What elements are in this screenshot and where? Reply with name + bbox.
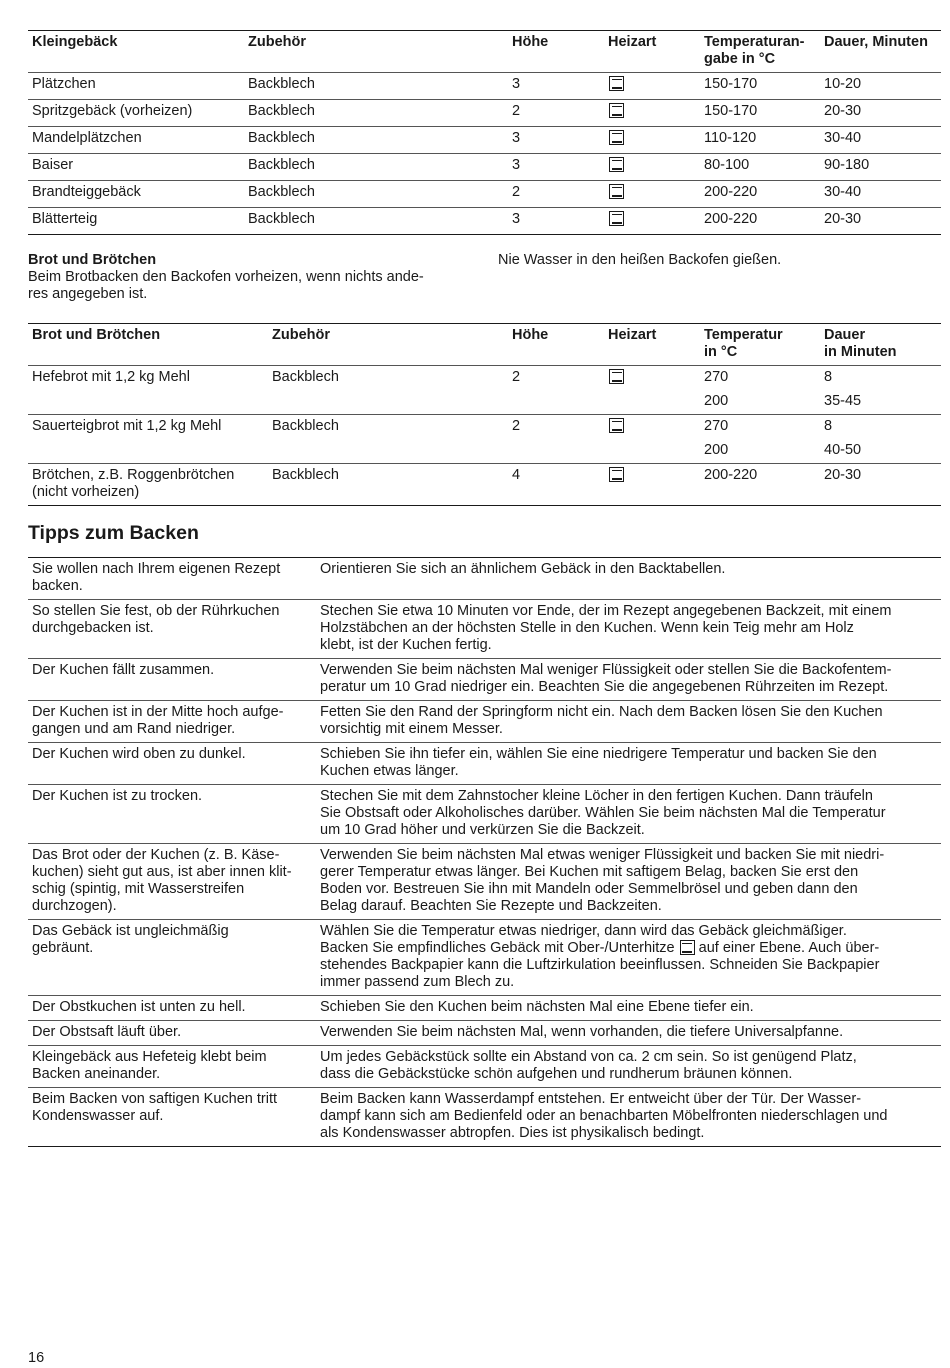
table-cell-heat bbox=[604, 464, 700, 506]
table-cell-level: 2 bbox=[512, 184, 521, 200]
table-cell-accessory: Backblech bbox=[272, 418, 339, 434]
cell-value: 270 bbox=[704, 418, 729, 434]
table-cell-accessory: Backblech bbox=[272, 369, 339, 385]
table-cell-heat bbox=[604, 208, 700, 235]
tip-row bbox=[28, 600, 941, 659]
table-cell-name: Baiser bbox=[32, 157, 74, 173]
cell-value-secondary: 200 bbox=[704, 393, 729, 409]
cell-value: 200-220 bbox=[704, 467, 758, 483]
tip-problem: So stellen Sie fest, ob der Rührkuchen durchgebacken ist. bbox=[32, 603, 280, 636]
top-bottom-heat-icon bbox=[609, 467, 624, 482]
table-cell-duration: 30-40 bbox=[824, 184, 862, 200]
table-cell-heat bbox=[604, 100, 700, 127]
table-cell-heat bbox=[604, 366, 700, 415]
top-bottom-heat-icon bbox=[609, 76, 624, 91]
tip-solution: Fetten Sie den Rand der Springform nicht ein. Nach dem Backen lösen Sie den Kuchen vorsichtig mit einem Messer. bbox=[320, 704, 883, 737]
tip-solution-part: Wählen Sie die Temperatur etwas niedriger, dann wird das Gebäck gleichmäßiger. Backen Sie empfindliches Gebäck mit Ober-/Unterhitze bbox=[320, 923, 847, 956]
table-cell-temp bbox=[700, 415, 820, 464]
cell-value-secondary: 40-50 bbox=[824, 442, 862, 458]
tip-row bbox=[28, 1021, 941, 1046]
table-cell-duration bbox=[820, 366, 941, 415]
page-content bbox=[28, 30, 941, 1147]
tip-problem: Der Kuchen ist zu trocken. bbox=[32, 788, 203, 804]
table-cell-temp bbox=[700, 464, 820, 506]
column-header: Temperatur in °C bbox=[704, 327, 783, 360]
table-cell-duration: 20-30 bbox=[824, 211, 862, 227]
table-row bbox=[28, 464, 941, 506]
brot-table bbox=[28, 323, 941, 506]
table-header-row bbox=[28, 324, 941, 366]
table-cell-name: Brötchen, z.B. Roggenbrötchen (nicht vorheizen) bbox=[32, 467, 235, 500]
column-header: Zubehör bbox=[248, 34, 306, 50]
tip-problem: Sie wollen nach Ihrem eigenen Rezept backen. bbox=[32, 561, 281, 594]
tip-solution-part: auf einer Ebene. Auch über- stehendes Backpapier kann die Luftzirkulation beeinflussen. Schneiden Sie Backpapier immer passend zum Blech zu. bbox=[320, 940, 880, 990]
tip-row bbox=[28, 996, 941, 1021]
cell-value: 8 bbox=[824, 369, 833, 385]
table-header-row bbox=[28, 31, 941, 73]
tips-table bbox=[28, 557, 941, 1147]
table-cell-level: 2 bbox=[512, 103, 521, 119]
tip-row bbox=[28, 844, 941, 920]
table-cell-name: Blätterteig bbox=[32, 211, 98, 227]
tip-row bbox=[28, 785, 941, 844]
table-cell-name: Brandteiggebäck bbox=[32, 184, 141, 200]
table-cell-accessory: Backblech bbox=[248, 184, 315, 200]
column-header: Dauer, Minuten bbox=[824, 34, 928, 50]
table-cell-heat bbox=[604, 73, 700, 100]
brot-intro bbox=[28, 235, 941, 323]
tip-row bbox=[28, 1088, 941, 1147]
table-cell-level: 3 bbox=[512, 211, 521, 227]
table-cell-accessory: Backblech bbox=[248, 157, 315, 173]
column-header: Temperaturan- gabe in °C bbox=[704, 34, 805, 67]
tip-solution: Schieben Sie ihn tiefer ein, wählen Sie eine niedrigere Temperatur und backen Sie den Kuchen etwas länger. bbox=[320, 746, 877, 779]
top-bottom-heat-icon bbox=[609, 157, 624, 172]
table-row bbox=[28, 208, 941, 235]
intro-text: Beim Brotbacken den Backofen vorheizen, wenn nichts ande- res angegeben ist. bbox=[28, 269, 424, 302]
section-heading: Brot und Brötchen bbox=[28, 252, 157, 268]
column-header: Heizart bbox=[608, 34, 657, 50]
table-cell-level: 2 bbox=[512, 418, 521, 434]
tip-problem: Das Gebäck ist ungleichmäßig gebräunt. bbox=[32, 923, 229, 956]
table-cell-temp: 150-170 bbox=[704, 76, 758, 92]
tip-row bbox=[28, 743, 941, 785]
column-header: Heizart bbox=[608, 327, 657, 343]
table-cell-temp: 80-100 bbox=[704, 157, 750, 173]
kleingebaeck-table bbox=[28, 30, 941, 235]
table-cell-level: 2 bbox=[512, 369, 521, 385]
brot-intro-text-block bbox=[28, 252, 468, 303]
cell-value-secondary: 200 bbox=[704, 442, 729, 458]
page-number: 16 bbox=[28, 1350, 45, 1366]
table-cell-level: 3 bbox=[512, 130, 521, 146]
tip-solution: Stechen Sie mit dem Zahnstocher kleine Löcher in den fertigen Kuchen. Dann träufeln Sie Obstsaft oder Alkoholisches darüber. Wählen Sie beim nächsten Mal die Temperatur um 10 Grad höher und verkürzen Sie die Backzeit. bbox=[320, 788, 886, 838]
top-bottom-heat-icon bbox=[609, 418, 624, 433]
table-cell-level: 4 bbox=[512, 467, 521, 483]
table-cell-duration bbox=[820, 415, 941, 464]
table-cell-heat bbox=[604, 127, 700, 154]
table-cell-name: Sauerteigbrot mit 1,2 kg Mehl bbox=[32, 418, 222, 434]
table-cell-name: Mandelplätzchen bbox=[32, 130, 142, 146]
table-row bbox=[28, 366, 941, 415]
column-header: Höhe bbox=[512, 34, 549, 50]
table-cell-temp: 110-120 bbox=[704, 130, 757, 146]
tip-row bbox=[28, 920, 941, 996]
tip-row bbox=[28, 701, 941, 743]
tip-problem: Beim Backen von saftigen Kuchen tritt Kondenswasser auf. bbox=[32, 1091, 278, 1124]
top-bottom-heat-icon bbox=[680, 940, 695, 955]
cell-value: 8 bbox=[824, 418, 833, 434]
table-cell-duration: 10-20 bbox=[824, 76, 862, 92]
tip-solution: Beim Backen kann Wasserdampf entstehen. Er entweicht über der Tür. Der Wasser- dampf kann sich am Bedienfeld oder an benachbarten Möbelfronten niederschlagen und als Kondenswasser abtropfen. Dies ist physikalisch bedingt. bbox=[320, 1091, 888, 1141]
warning-note: Nie Wasser in den heißen Backofen gießen. bbox=[498, 252, 782, 268]
table-row bbox=[28, 100, 941, 127]
top-bottom-heat-icon bbox=[609, 369, 624, 384]
table-cell-duration: 20-30 bbox=[824, 103, 862, 119]
tip-row bbox=[28, 558, 941, 600]
tip-problem: Der Obstkuchen ist unten zu hell. bbox=[32, 999, 246, 1015]
table-cell-temp: 200-220 bbox=[704, 211, 758, 227]
tip-problem: Das Brot oder der Kuchen (z. B. Käse- kuchen) sieht gut aus, ist aber innen klit- schig (spintig, mit Wasserstreifen durchzogen). bbox=[32, 847, 292, 914]
tip-problem: Der Kuchen ist in der Mitte hoch aufge- gangen und am Rand niedriger. bbox=[32, 704, 284, 737]
table-cell-duration: 90-180 bbox=[824, 157, 870, 173]
top-bottom-heat-icon bbox=[609, 103, 624, 118]
table-cell-temp bbox=[700, 366, 820, 415]
cell-value-secondary: 35-45 bbox=[824, 393, 862, 409]
tip-solution: Verwenden Sie beim nächsten Mal weniger Flüssigkeit oder stellen Sie die Backofentem- peratur um 10 Grad niedriger ein. Beachten Sie die angegebenen Rührzeiten im Rezept. bbox=[320, 662, 892, 695]
tip-solution: Stechen Sie etwa 10 Minuten vor Ende, der im Rezept angegebenen Backzeit, mit einem Holzstäbchen an der höchsten Stelle in den Kuchen. Wenn kein Teig mehr am Holz klebt, ist der Kuchen fertig. bbox=[320, 603, 892, 653]
table-row bbox=[28, 181, 941, 208]
top-bottom-heat-icon bbox=[609, 130, 624, 145]
table-cell-level: 3 bbox=[512, 157, 521, 173]
table-cell-accessory: Backblech bbox=[248, 211, 315, 227]
table-cell-heat bbox=[604, 181, 700, 208]
top-bottom-heat-icon bbox=[609, 184, 624, 199]
table-cell-name: Spritzgebäck (vorheizen) bbox=[32, 103, 193, 119]
tip-problem: Der Kuchen fällt zusammen. bbox=[32, 662, 215, 678]
table-cell-duration bbox=[820, 464, 941, 506]
tip-solution: Um jedes Gebäckstück sollte ein Abstand von ca. 2 cm sein. So ist genügend Platz, dass die Gebäckstücke schön aufgehen und rundherum bräunen können. bbox=[320, 1049, 857, 1082]
table-cell-accessory: Backblech bbox=[272, 467, 339, 483]
cell-value: 270 bbox=[704, 369, 729, 385]
tip-solution: Verwenden Sie beim nächsten Mal, wenn vorhanden, die tiefere Universalpfanne. bbox=[320, 1024, 844, 1040]
tip-problem: Der Kuchen wird oben zu dunkel. bbox=[32, 746, 246, 762]
column-header: Brot und Brötchen bbox=[32, 327, 161, 343]
table-row bbox=[28, 73, 941, 100]
cell-value: 20-30 bbox=[824, 467, 862, 483]
table-cell-accessory: Backblech bbox=[248, 76, 315, 92]
table-cell-accessory: Backblech bbox=[248, 103, 315, 119]
tip-row bbox=[28, 659, 941, 701]
tip-solution: Schieben Sie den Kuchen beim nächsten Mal eine Ebene tiefer ein. bbox=[320, 999, 754, 1015]
column-header: Zubehör bbox=[272, 327, 330, 343]
tips-title: Tipps zum Backen bbox=[28, 522, 199, 544]
table-cell-accessory: Backblech bbox=[248, 130, 315, 146]
column-header: Kleingebäck bbox=[32, 34, 118, 50]
tip-row bbox=[28, 1046, 941, 1088]
top-bottom-heat-icon bbox=[609, 211, 624, 226]
table-row bbox=[28, 127, 941, 154]
tip-problem: Der Obstsaft läuft über. bbox=[32, 1024, 182, 1040]
table-row bbox=[28, 154, 941, 181]
tip-problem: Kleingebäck aus Hefeteig klebt beim Backen aneinander. bbox=[32, 1049, 267, 1082]
tip-solution bbox=[316, 920, 941, 996]
table-cell-name: Hefebrot mit 1,2 kg Mehl bbox=[32, 369, 190, 385]
tip-solution: Verwenden Sie beim nächsten Mal etwas weniger Flüssigkeit und backen Sie mit niedri- gerer Temperatur etwas länger. Bei Kuchen mit saftigem Belag, backen Sie erst den Boden vor. Bestreuen Sie ihn mit Mandeln oder Semmelbrösel und geben dann den Belag darauf. Beachten Sie Rezepte und Backzeiten. bbox=[320, 847, 885, 914]
tip-solution: Orientieren Sie sich an ähnlichem Gebäck in den Backtabellen. bbox=[320, 561, 726, 577]
table-cell-heat bbox=[604, 154, 700, 181]
table-cell-name: Plätzchen bbox=[32, 76, 96, 92]
table-cell-temp: 150-170 bbox=[704, 103, 758, 119]
table-cell-temp: 200-220 bbox=[704, 184, 758, 200]
table-cell-duration: 30-40 bbox=[824, 130, 862, 146]
table-cell-level: 3 bbox=[512, 76, 521, 92]
table-cell-heat bbox=[604, 415, 700, 464]
column-header: Dauer in Minuten bbox=[824, 327, 897, 360]
column-header: Höhe bbox=[512, 327, 549, 343]
table-row bbox=[28, 415, 941, 464]
